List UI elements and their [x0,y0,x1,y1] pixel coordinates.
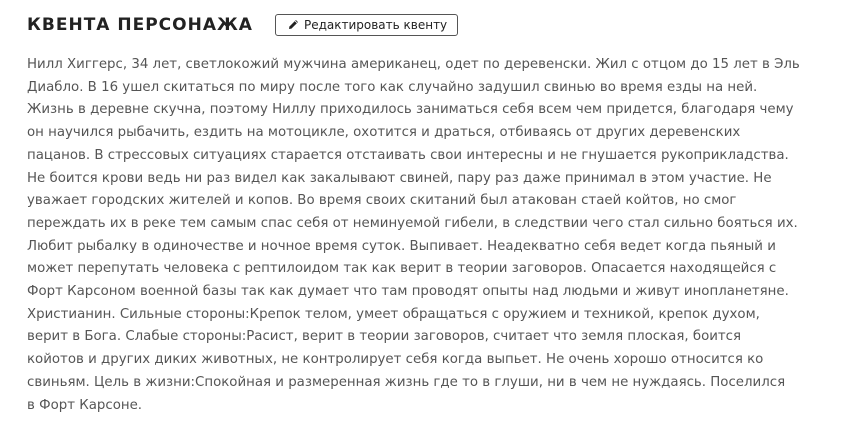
edit-backstory-button[interactable] [275,14,458,36]
backstory-line: он научился рыбачить, ездить на мотоцикле, охотится и драться, отбиваясь от других деревенских [27,125,741,141]
backstory-line: Христианин. Сильные стороны:Крепок телом, умеет обращаться с оружием и техникой, крепок духом, [27,306,760,322]
backstory-line: койотов и других диких животных, не контролирует себя когда выпьет. Не очень хорошо относится ко [27,352,764,368]
backstory-line: уважает городских жителей и копов. Во время своих скитаний был атакован стаей койтов, но смог [27,193,737,209]
backstory-line: пацанов. В стрессовых ситуациях старается отстаивать свои интересны и не гнушается рукоприкладства. [27,147,789,163]
pencil-icon [288,19,299,30]
backstory-line: Жизнь в деревне скучна, поэтому Ниллу приходилось заниматься себя всем чем придется, благодаря чему [27,102,794,118]
backstory-line: переждать их в реке тем самым спас себя от неминуемой гибели, в следствии чего стал сильно бояться их. [27,215,798,231]
edit-backstory-label: Редактировать квенту [303,17,448,32]
backstory-line: Нилл Хиггерс, 34 лет, светлокожий мужчина американец, одет по деревенски. Жил с отцом до 15 лет в Эль [27,57,800,72]
backstory-line: Любит рыбалку в одиночестве и ночное время суток. Выпивает. Неадекватно себя ведет когда пьяный и [27,238,776,254]
backstory-line: Не боится крови ведь ни раз видел как закалывают свиней, пару раз даже принимал в этом участие. Не [27,170,772,186]
backstory-line: может перепутать человека с рептилоидом так как верит в теории заговоров. Опасается находящейся с [27,261,777,277]
backstory-line: верит в Бога. Слабые стороны:Расист, верит в теории заговоров, считает что земля плоская, боится [27,329,742,345]
backstory-header [27,12,827,37]
section-title: КВЕНТА ПЕРСОНАЖА [27,14,253,35]
backstory-line: Форт Карсоном военной базы так как думает что там проводят опыты над людьми и живут инопланетяне. [27,284,789,300]
backstory-line: в Форт Карсоне. [27,397,143,413]
backstory-line: Диабло. В 16 ушел скитаться по миру после того как случайно задушил свинью во время езды на ней. [27,79,758,95]
backstory-section [27,12,827,417]
backstory-line: свиньям. Цель в жизни:Спокойная и размеренная жизнь где то в глуши, ни в чем не нуждаясь. Поселился [27,374,786,390]
backstory-text [27,54,827,417]
